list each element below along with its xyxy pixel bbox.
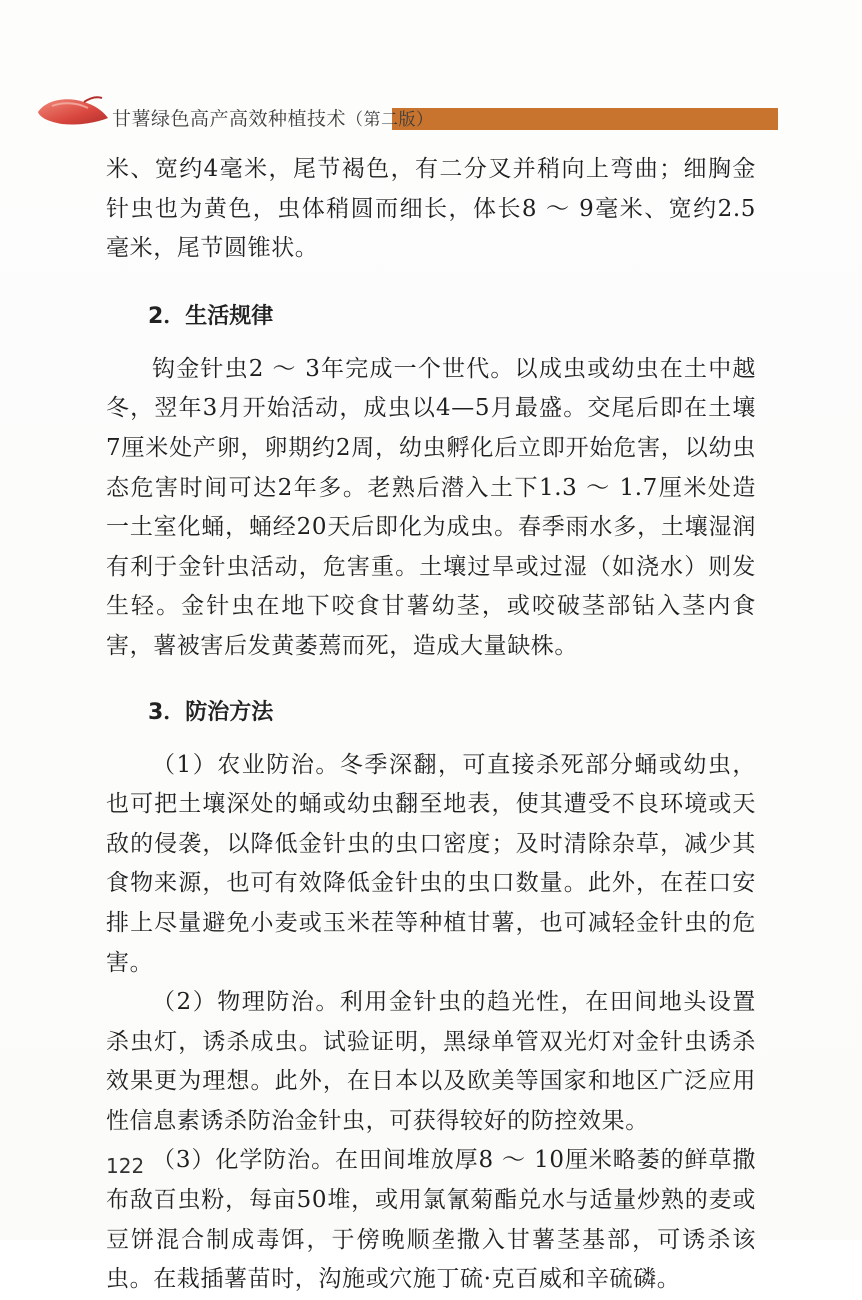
header-accent-bar bbox=[392, 108, 778, 130]
page-number: 122 bbox=[106, 1154, 145, 1178]
heading-life-cycle: 2．生活规律 bbox=[148, 303, 274, 329]
book-title bbox=[112, 104, 434, 131]
paragraph-chemical-control: （3）化学防治。在田间堆放厚8 ～ 10厘米略萎的鲜草撒布敌百虫粉，每亩50堆，或用氯氰菊酯兑水与适量炒熟的麦或豆饼混合制成毒饵，于傍晚顺垄撒入甘薯茎基部，可诱杀该虫。在栽插薯苗时，沟施或穴施丁硫·克百威和辛硫磷。 bbox=[106, 1147, 756, 1293]
paragraph-physical-control: （2）物理防治。利用金针虫的趋光性，在田间地头设置杀虫灯，诱杀成虫。试验证明，黑绿单管双光灯对金针虫诱杀效果更为理想。此外，在日本以及欧美等国家和地区广泛应用性信息素诱杀防治金针虫，可获得较好的防控效果。 bbox=[106, 989, 756, 1134]
page-content bbox=[106, 150, 756, 1300]
book-edition: （第二版） bbox=[346, 110, 434, 130]
running-header bbox=[32, 86, 750, 130]
paragraph-intro: 米、宽约4毫米，尾节褐色，有二分叉并稍向上弯曲；细胸金针虫也为黄色，虫体稍圆而细长，体长8 ～ 9毫米、宽约2.5毫米，尾节圆锥状。 bbox=[106, 156, 756, 262]
sweet-potato-icon bbox=[32, 92, 112, 130]
paragraph-agricultural-control: （1）农业防治。冬季深翻，可直接杀死部分蛹或幼虫，也可把土壤深处的蛹或幼虫翻至地表，使其遭受不良环境或天敌的侵袭，以降低金针虫的虫口密度；及时清除杂草，减少其食物来源，也可有效降低金针虫的虫口数量。此外，在茬口安排上尽量避免小麦或玉米茬等种植甘薯，也可减轻金针虫的危害。 bbox=[106, 751, 756, 976]
book-title-text: 甘薯绿色高产高效种植技术 bbox=[112, 108, 347, 130]
heading-control-methods: 3．防治方法 bbox=[148, 699, 274, 725]
paragraph-life-cycle: 钩金针虫2 ～ 3年完成一个世代。以成虫或幼虫在土中越冬，翌年3月开始活动，成虫以4—5月最盛。交尾后即在土壤7厘米处产卵，卵期约2周，幼虫孵化后立即开始危害，以幼虫态危害时间可达2年多。老熟后潜入土下1.3 ～ 1.7厘米处造一土室化蛹，蛹经20天后即化为成虫。春季雨水多，土壤湿润有利于金针虫活动，危害重。土壤过旱或过湿（如浇水）则发生轻。金针虫在地下咬食甘薯幼茎，或咬破茎部钻入茎内食害，薯被害后发黄萎蔫而死，造成大量缺株。 bbox=[106, 355, 756, 659]
